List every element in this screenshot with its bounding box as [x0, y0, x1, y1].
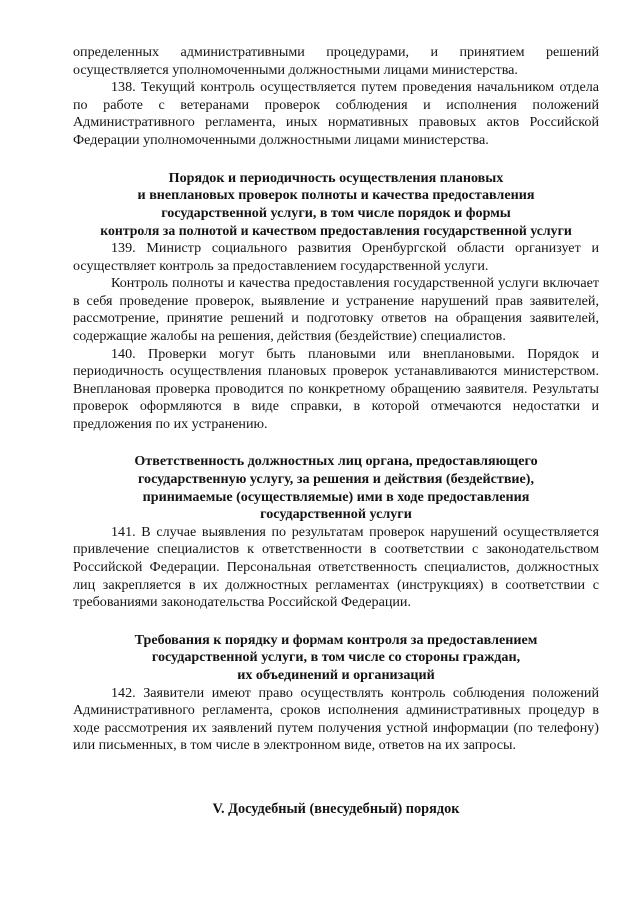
heading-control-requirements	[73, 632, 599, 685]
paragraph-141: 141. В случае выявления по результатам проверок нарушений осуществляется привлечение специалистов к ответственности в соответствии с законодательством Российской Федерации. Персональная ответственность специалистов, должностных лиц закрепляется в их должностных регламентах (инструкциях) в соответствии с требованиями законодательства Российской Федерации.	[73, 523, 599, 611]
heading-line: Порядок и периодичность осуществления плановых	[168, 169, 504, 186]
heading-line: их объединений и организаций	[237, 667, 435, 683]
paragraph-139-control: Контроль полноты и качества предоставления государственной услуги включает в себя проведение проверок, выявление и устранение нарушений прав заявителей, рассмотрение, принятие решений и подготовку ответов на обращения заявителей, содержащие жалобы на решения, действия (бездействие) специалистов.	[73, 275, 599, 344]
heading-line: государственной услуги	[260, 506, 412, 523]
heading-line: государственной услуги, в том числе со стороны граждан,	[151, 649, 521, 666]
heading-line: и внеплановых проверок полноты и качества предоставления	[137, 187, 535, 204]
paragraph-140: 140. Проверки могут быть плановыми или внеплановыми. Порядок и периодичность осуществления плановых проверок устанавливаются министерством. Внеплановая проверка проводится по конкретному обращению заявителя. Результаты проверок оформляются в виде справки, в которой отмечаются недостатки и предложения по их устранению.	[73, 345, 599, 432]
heading-line: контроля за полнотой и качеством предоставления государственной услуги	[100, 223, 572, 239]
paragraph-138: 138. Текущий контроль осуществляется путем проведения начальником отдела по работе с ветеранами проверок соблюдения и исполнения положений Административного регламента, иных нормативных правовых актов Российской Федерации уполномоченными должностными лицами министерства.	[73, 79, 599, 148]
document-page	[73, 44, 599, 819]
heading-line: государственную услугу, за решения и действия (бездействие),	[137, 471, 535, 488]
heading-line: Требования к порядку и формам контроля за предоставлением	[134, 631, 538, 648]
paragraph-142: 142. Заявители имеют право осуществлять контроль соблюдения положений Административного регламента, сроков исполнения административных процедур в ходе рассмотрения их заявлений путем получения устной информации (по телефону) или письменных, в том числе в электронном виде, ответов на их запросы.	[73, 684, 599, 754]
section-title: V. Досудебный (внесудебный) порядок	[212, 800, 460, 817]
heading-line: государственной услуги, в том числе порядок и формы	[161, 204, 511, 221]
heading-inspections	[73, 170, 599, 240]
heading-line: Ответственность должностных лиц органа, предоставляющего	[134, 453, 538, 470]
paragraph-intro: определенных административными процедурами, и принятием решений осуществляется уполномоченными должностными лицами министерства.	[73, 44, 599, 78]
heading-responsibility	[73, 453, 599, 523]
heading-line: принимаемые (осуществляемые) ими в ходе предоставления	[142, 488, 530, 505]
paragraph-139: 139. Министр социального развития Оренбургской области организует и осуществляет контроль за предоставлением государственной услуги.	[73, 239, 599, 274]
